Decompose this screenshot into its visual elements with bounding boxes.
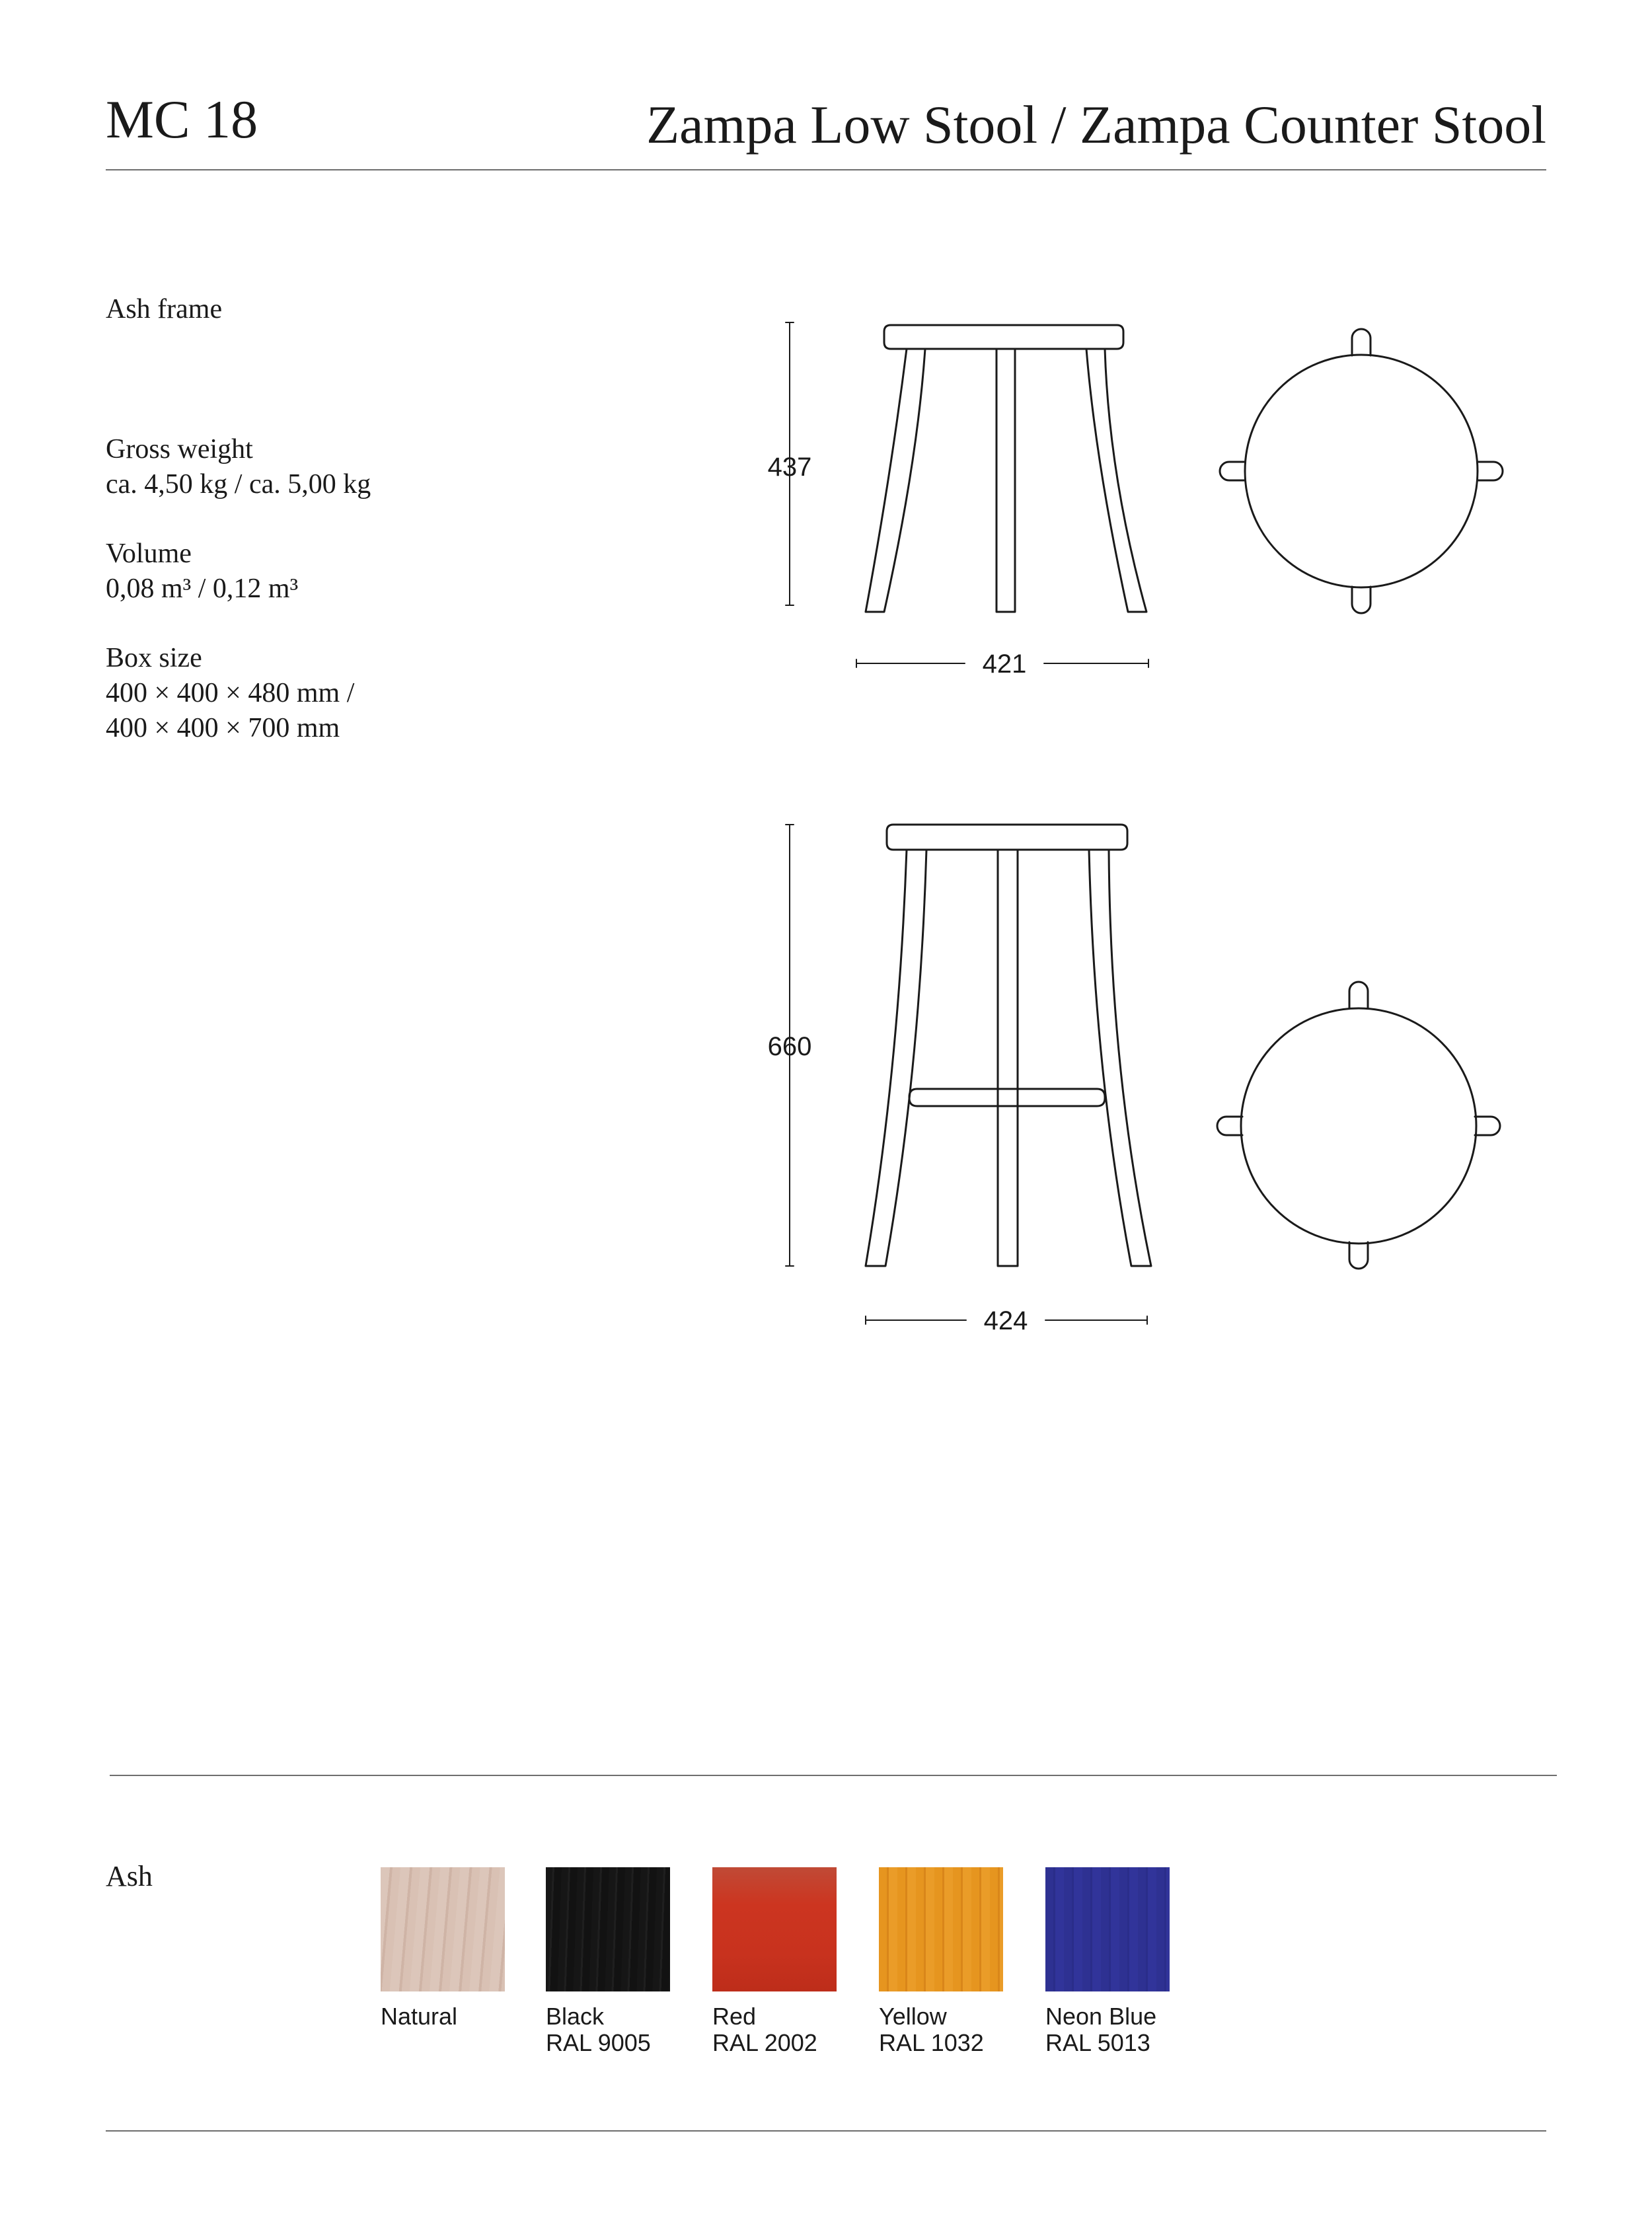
- product-title: Zampa Low Stool / Zampa Counter Stool: [646, 94, 1546, 155]
- volume-value: 0,08 m³ / 0,12 m³: [106, 574, 299, 604]
- low-stool-height-label: 437: [767, 453, 812, 482]
- swatch-code: RAL 1032: [879, 2029, 984, 2056]
- swatch-code: RAL 5013: [1045, 2029, 1150, 2056]
- swatch-name: Neon Blue: [1045, 2003, 1157, 2030]
- low-stool-width-label: 421: [982, 650, 1027, 679]
- counter-stool-height-label: 660: [767, 1032, 812, 1061]
- swatch-color-black: [546, 1867, 670, 1991]
- volume-label: Volume: [106, 539, 192, 569]
- swatch-name: Black: [546, 2003, 605, 2030]
- counter-stool-width-label: 424: [983, 1306, 1028, 1335]
- footer-divider: [106, 2130, 1546, 2132]
- swatch-color-natural: [381, 1867, 505, 1991]
- swatch-natural[interactable]: [381, 1867, 506, 2030]
- swatch-code: RAL 9005: [546, 2029, 651, 2056]
- swatch-color-neon-blue: [1045, 1867, 1170, 1991]
- swatch-code: RAL 2002: [712, 2029, 817, 2056]
- swatch-color-red: [712, 1867, 837, 1991]
- box-size-line-2: 400 × 400 × 700 mm: [106, 713, 340, 743]
- product-code: MC 18: [106, 89, 258, 149]
- swatch-name: Natural: [381, 2003, 458, 2030]
- low-stool-side-view: [866, 325, 1146, 612]
- finish-material-label: Ash: [106, 1860, 153, 1892]
- box-size-line-1: 400 × 400 × 480 mm /: [106, 678, 355, 708]
- swatch-neon-blue[interactable]: [1045, 1867, 1171, 2056]
- box-size-label: Box size: [106, 643, 202, 673]
- swatch-red[interactable]: [712, 1867, 838, 2056]
- spec-frame: Ash frame: [106, 294, 223, 324]
- low-stool-top-view: [1220, 329, 1503, 613]
- finishes-divider: [110, 1775, 1557, 1776]
- swatch-black[interactable]: [546, 1867, 671, 2056]
- counter-stool-top-view: [1217, 982, 1500, 1269]
- counter-stool-side-view: [866, 825, 1151, 1266]
- gross-weight-value: ca. 4,50 kg / ca. 5,00 kg: [106, 469, 371, 500]
- swatch-yellow[interactable]: [879, 1867, 1004, 2056]
- swatch-name: Yellow: [879, 2003, 947, 2030]
- swatch-color-yellow: [879, 1867, 1003, 1991]
- gross-weight-label: Gross weight: [106, 434, 253, 465]
- swatch-name: Red: [712, 2003, 757, 2030]
